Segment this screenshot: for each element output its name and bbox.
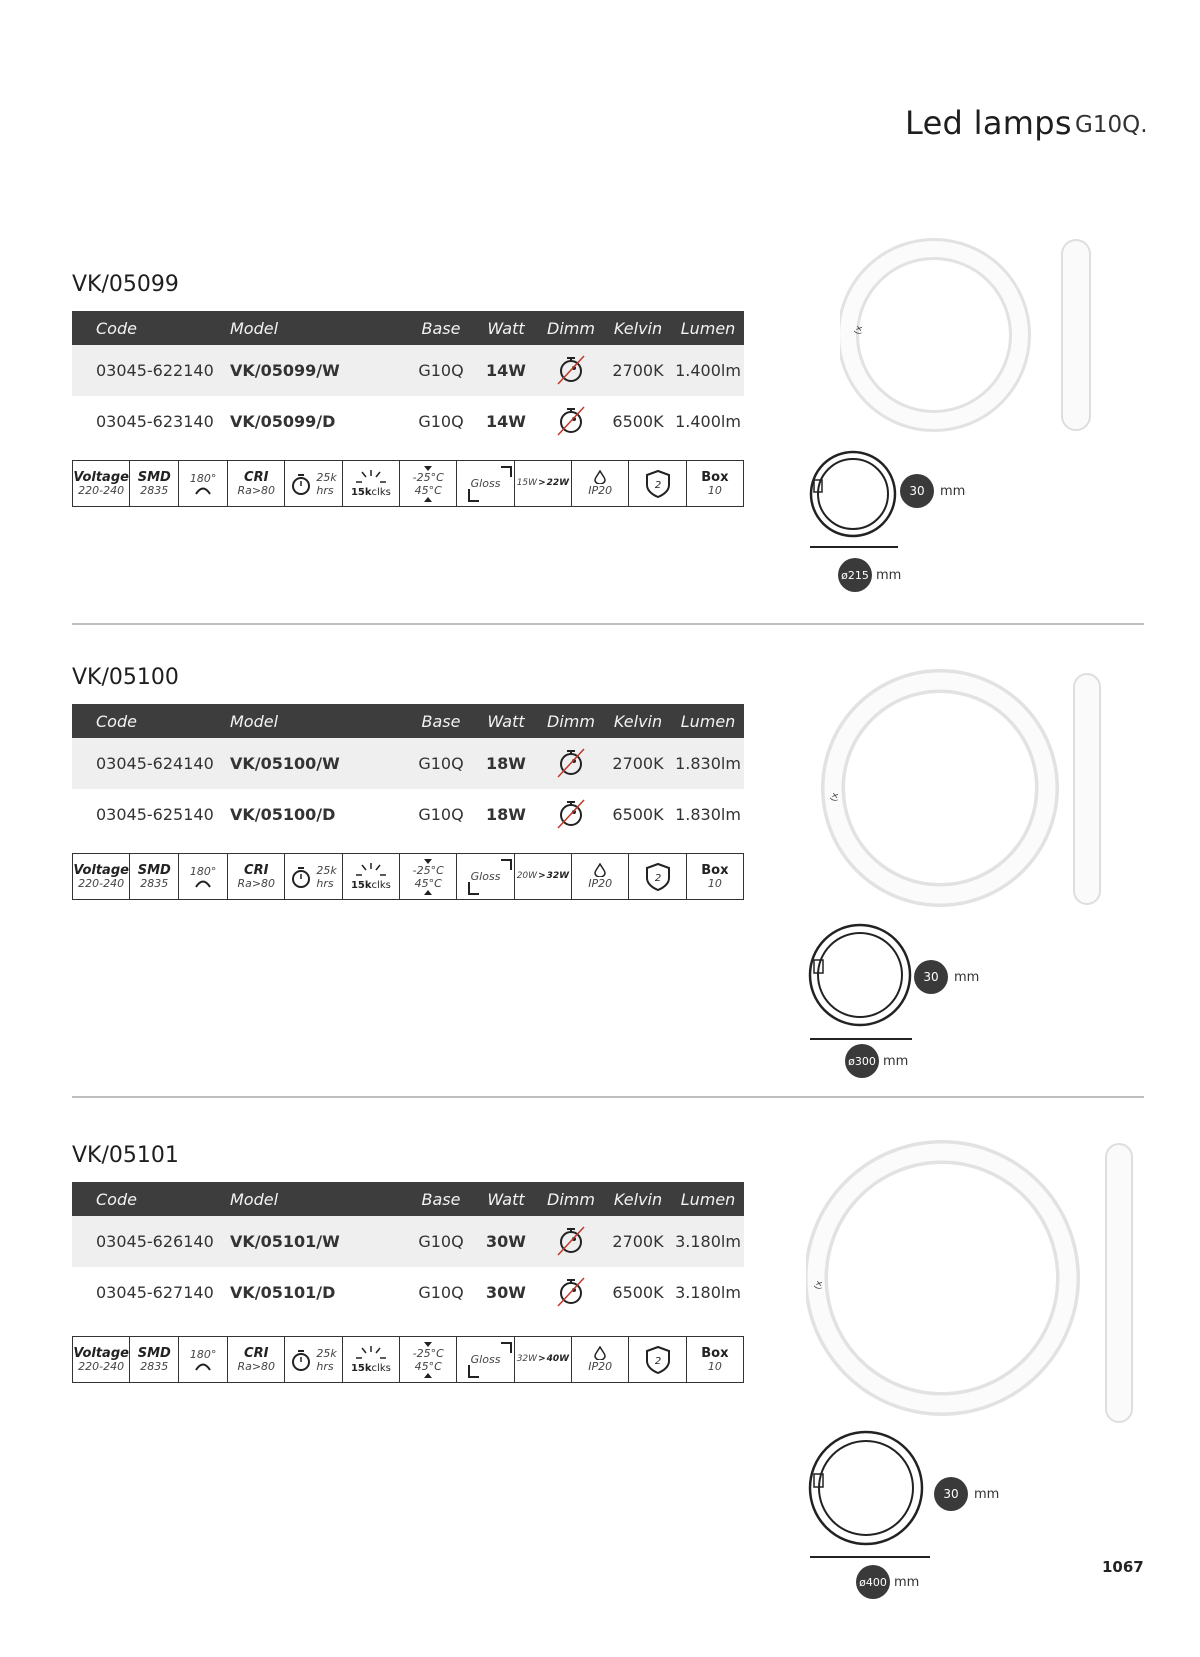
lamp-side-view bbox=[1060, 238, 1092, 434]
temp-low: -25°C bbox=[412, 1346, 444, 1360]
lifetime-cell bbox=[285, 1337, 342, 1382]
kelvin-cell: 6500K bbox=[612, 1283, 664, 1302]
col-dimm: Dimm bbox=[538, 1182, 604, 1216]
smd-value: 2835 bbox=[140, 483, 169, 497]
voltage-value: 220-240 bbox=[78, 483, 125, 497]
class-shield-icon bbox=[645, 469, 671, 499]
col-code: Code bbox=[72, 1182, 230, 1216]
dimm-cell bbox=[538, 1267, 604, 1318]
no-dimming-icon bbox=[554, 796, 588, 834]
equiv-to: 32W bbox=[546, 871, 570, 881]
smd-value: 2835 bbox=[140, 876, 169, 890]
thickness-unit: mm bbox=[954, 970, 980, 985]
thickness-unit: mm bbox=[974, 1487, 1000, 1502]
voltage-cell bbox=[73, 854, 130, 899]
table-row bbox=[72, 1267, 744, 1318]
box-value: 10 bbox=[707, 483, 722, 497]
diameter-unit: mm bbox=[894, 1575, 920, 1590]
col-model: Model bbox=[230, 311, 408, 345]
watt-cell: 18W bbox=[474, 738, 538, 789]
spec-table bbox=[72, 1182, 744, 1318]
voltage-cell bbox=[73, 1337, 130, 1382]
section-title: VK/05099 bbox=[72, 272, 179, 297]
smd-value: 2835 bbox=[140, 1359, 169, 1373]
equivalence-cell bbox=[515, 854, 572, 899]
gloss-corners-icon bbox=[467, 858, 513, 896]
box-cell bbox=[687, 1337, 743, 1382]
box-label: Box bbox=[701, 1345, 729, 1361]
base-cell: G10Q bbox=[418, 412, 464, 431]
lifetime-cell bbox=[285, 461, 342, 506]
temp-low: -25°C bbox=[412, 863, 444, 877]
equiv-from: 32W bbox=[516, 1354, 538, 1364]
watt-cell: 30W bbox=[486, 1283, 526, 1302]
switching-cycles-icon bbox=[354, 1344, 388, 1362]
finish-value: Gloss bbox=[470, 870, 501, 883]
cri-value: Ra>80 bbox=[237, 1359, 276, 1373]
lamp-illustration bbox=[840, 235, 1070, 435]
lamp-side-view bbox=[1104, 1142, 1136, 1426]
col-model: Model bbox=[230, 704, 408, 738]
lamp-marking: (x bbox=[829, 791, 842, 803]
lumen-cell: 1.400lm bbox=[672, 345, 744, 396]
code-cell: 03045-627140 bbox=[96, 1283, 214, 1302]
diameter-badge: ø215 bbox=[838, 558, 872, 592]
kelvin-cell: 2700K bbox=[604, 1216, 672, 1267]
voltage-label: Voltage bbox=[73, 1345, 129, 1361]
arrow-up-icon bbox=[424, 497, 432, 502]
ip-value: IP20 bbox=[588, 877, 613, 890]
page-number: 1067 bbox=[1102, 1558, 1144, 1576]
table-row bbox=[72, 396, 744, 447]
col-base: Base bbox=[408, 311, 474, 345]
thickness-unit: mm bbox=[940, 484, 966, 499]
col-lumen: Lumen bbox=[672, 311, 744, 345]
switching-cycles-cell bbox=[343, 854, 400, 899]
dimm-cell bbox=[538, 738, 604, 789]
equiv-arrow-icon: > bbox=[538, 871, 546, 881]
col-dimm: Dimm bbox=[538, 704, 604, 738]
kelvin-cell: 2700K bbox=[604, 738, 672, 789]
watt-cell: 14W bbox=[474, 345, 538, 396]
col-lumen: Lumen bbox=[672, 1182, 744, 1216]
arrow-up-icon bbox=[424, 890, 432, 895]
cri-cell bbox=[228, 854, 285, 899]
lifetime-value: 25k bbox=[316, 1346, 337, 1360]
finish-cell bbox=[457, 461, 514, 506]
box-value: 10 bbox=[707, 1359, 722, 1373]
box-label: Box bbox=[701, 469, 729, 485]
lumen-cell: 3.180lm bbox=[672, 1216, 744, 1267]
lifetime-unit: hrs bbox=[316, 1359, 334, 1373]
model-cell: VK/05101/W bbox=[230, 1216, 408, 1267]
cycles-value: 15k bbox=[350, 880, 372, 891]
base-cell: G10Q bbox=[418, 1283, 464, 1302]
code-cell: 03045-624140 bbox=[72, 738, 230, 789]
lumen-cell: 1.830lm bbox=[672, 738, 744, 789]
col-code: Code bbox=[72, 311, 230, 345]
cycles-unit: clks bbox=[371, 1363, 391, 1374]
stopwatch-icon bbox=[290, 472, 312, 496]
spec-table bbox=[72, 704, 744, 840]
col-dimm: Dimm bbox=[538, 311, 604, 345]
ring-dimension-diagram bbox=[806, 920, 916, 1030]
table-row bbox=[72, 345, 744, 396]
temp-high: 45°C bbox=[414, 1359, 442, 1373]
col-watt: Watt bbox=[474, 311, 538, 345]
cri-label: CRI bbox=[244, 1345, 269, 1361]
col-kelvin: Kelvin bbox=[604, 704, 672, 738]
smd-label: SMD bbox=[137, 469, 171, 485]
voltage-label: Voltage bbox=[73, 469, 129, 485]
model-cell: VK/05100/D bbox=[230, 805, 336, 824]
beam-angle-icon bbox=[194, 485, 212, 495]
model-cell: VK/05100/W bbox=[230, 738, 408, 789]
code-cell: 03045-622140 bbox=[72, 345, 230, 396]
base-cell: G10Q bbox=[408, 738, 474, 789]
equiv-arrow-icon: > bbox=[538, 1354, 546, 1364]
diameter-unit: mm bbox=[876, 568, 902, 583]
smd-label: SMD bbox=[137, 862, 171, 878]
lamp-marking: (x bbox=[813, 1279, 826, 1291]
equivalence-cell bbox=[515, 461, 572, 506]
spec-table bbox=[72, 311, 744, 447]
dimm-cell bbox=[538, 345, 604, 396]
col-lumen: Lumen bbox=[672, 704, 744, 738]
no-dimming-icon bbox=[554, 352, 588, 390]
table-row bbox=[72, 789, 744, 840]
code-cell: 03045-625140 bbox=[96, 805, 214, 824]
voltage-label: Voltage bbox=[73, 862, 129, 878]
equivalence-cell bbox=[515, 1337, 572, 1382]
finish-cell bbox=[457, 1337, 514, 1382]
no-dimming-icon bbox=[554, 1274, 588, 1312]
diameter-line bbox=[810, 546, 898, 548]
stopwatch-icon bbox=[290, 1348, 312, 1372]
class-value: 2 bbox=[654, 872, 661, 884]
section-title: VK/05101 bbox=[72, 1143, 179, 1168]
cycles-unit: clks bbox=[371, 880, 391, 891]
diameter-line bbox=[810, 1038, 912, 1040]
model-cell: VK/05099/W bbox=[230, 345, 408, 396]
equiv-to: 40W bbox=[546, 1354, 570, 1364]
diameter-badge: ø400 bbox=[856, 1565, 890, 1599]
ip-cell bbox=[572, 461, 629, 506]
gloss-corners-icon bbox=[467, 465, 513, 503]
diameter-badge: ø300 bbox=[845, 1044, 879, 1078]
box-label: Box bbox=[701, 862, 729, 878]
section-divider bbox=[72, 623, 1144, 625]
kelvin-cell: 6500K bbox=[612, 805, 664, 824]
temperature-cell bbox=[400, 854, 457, 899]
temp-high: 45°C bbox=[414, 483, 442, 497]
smd-label: SMD bbox=[137, 1345, 171, 1361]
smd-cell bbox=[130, 461, 179, 506]
beam-angle-value: 180° bbox=[189, 1348, 217, 1361]
col-kelvin: Kelvin bbox=[604, 311, 672, 345]
stopwatch-icon bbox=[290, 865, 312, 889]
col-code: Code bbox=[72, 704, 230, 738]
kelvin-cell: 6500K bbox=[612, 412, 664, 431]
beam-angle-cell bbox=[179, 461, 228, 506]
lumen-cell: 3.180lm bbox=[675, 1283, 741, 1302]
box-cell bbox=[687, 461, 743, 506]
col-base: Base bbox=[408, 704, 474, 738]
cycles-unit: clks bbox=[371, 487, 391, 498]
class-shield-icon bbox=[645, 1345, 671, 1375]
no-dimming-icon bbox=[554, 745, 588, 783]
switching-cycles-icon bbox=[354, 861, 388, 879]
lumen-cell: 1.830lm bbox=[675, 805, 741, 824]
beam-angle-value: 180° bbox=[189, 472, 217, 485]
box-cell bbox=[687, 854, 743, 899]
lamp-illustration bbox=[806, 1140, 1096, 1430]
model-cell: VK/05101/D bbox=[230, 1283, 336, 1302]
cycles-value: 15k bbox=[350, 1363, 372, 1374]
smd-cell bbox=[130, 1337, 179, 1382]
equiv-arrow-icon: > bbox=[538, 478, 546, 488]
cri-cell bbox=[228, 1337, 285, 1382]
lamp-illustration bbox=[820, 668, 1070, 918]
dimm-cell bbox=[538, 1216, 604, 1267]
switching-cycles-cell bbox=[343, 1337, 400, 1382]
cri-value: Ra>80 bbox=[237, 483, 276, 497]
gloss-corners-icon bbox=[467, 1341, 513, 1379]
beam-angle-cell bbox=[179, 854, 228, 899]
watt-cell: 18W bbox=[486, 805, 526, 824]
watt-cell: 30W bbox=[474, 1216, 538, 1267]
col-kelvin: Kelvin bbox=[604, 1182, 672, 1216]
finish-value: Gloss bbox=[470, 477, 501, 490]
equiv-from: 15W bbox=[516, 478, 538, 488]
temperature-cell bbox=[400, 1337, 457, 1382]
dimm-cell bbox=[538, 789, 604, 840]
feature-icons-row bbox=[72, 853, 744, 900]
finish-cell bbox=[457, 854, 514, 899]
no-dimming-icon bbox=[554, 1223, 588, 1261]
ip-cell bbox=[572, 1337, 629, 1382]
ip-drop-icon bbox=[594, 863, 606, 877]
lifetime-unit: hrs bbox=[316, 876, 334, 890]
lifetime-value: 25k bbox=[316, 863, 337, 877]
page-title: Led lamps bbox=[905, 104, 1072, 142]
no-dimming-icon bbox=[554, 403, 588, 441]
model-cell: VK/05099/D bbox=[230, 412, 336, 431]
switching-cycles-icon bbox=[354, 468, 388, 486]
class-cell bbox=[629, 854, 686, 899]
table-row bbox=[72, 738, 744, 789]
beam-angle-cell bbox=[179, 1337, 228, 1382]
section-divider bbox=[72, 1096, 1144, 1098]
voltage-value: 220-240 bbox=[78, 1359, 125, 1373]
class-value: 2 bbox=[654, 479, 661, 491]
cri-cell bbox=[228, 461, 285, 506]
base-cell: G10Q bbox=[408, 1216, 474, 1267]
diameter-line bbox=[810, 1556, 930, 1558]
base-cell: G10Q bbox=[408, 345, 474, 396]
section-title: VK/05100 bbox=[72, 665, 179, 690]
beam-angle-icon bbox=[194, 1361, 212, 1371]
class-cell bbox=[629, 461, 686, 506]
beam-angle-value: 180° bbox=[189, 865, 217, 878]
col-watt: Watt bbox=[474, 704, 538, 738]
lamp-marking: (x bbox=[853, 324, 866, 336]
temperature-cell bbox=[400, 461, 457, 506]
cycles-value: 15k bbox=[350, 487, 372, 498]
voltage-cell bbox=[73, 461, 130, 506]
temp-low: -25°C bbox=[412, 470, 444, 484]
ip-cell bbox=[572, 854, 629, 899]
dimm-cell bbox=[538, 396, 604, 447]
switching-cycles-cell bbox=[343, 461, 400, 506]
col-watt: Watt bbox=[474, 1182, 538, 1216]
equiv-to: 22W bbox=[546, 478, 570, 488]
col-model: Model bbox=[230, 1182, 408, 1216]
ip-value: IP20 bbox=[588, 484, 613, 497]
thickness-badge: 30 bbox=[900, 474, 934, 508]
col-base: Base bbox=[408, 1182, 474, 1216]
code-cell: 03045-623140 bbox=[96, 412, 214, 431]
diameter-unit: mm bbox=[883, 1054, 909, 1069]
base-cell: G10Q bbox=[418, 805, 464, 824]
arrow-up-icon bbox=[424, 1373, 432, 1378]
thickness-badge: 30 bbox=[934, 1477, 968, 1511]
watt-cell: 14W bbox=[486, 412, 526, 431]
code-cell: 03045-626140 bbox=[72, 1216, 230, 1267]
feature-icons-row bbox=[72, 460, 744, 507]
ip-drop-icon bbox=[594, 470, 606, 484]
beam-angle-icon bbox=[194, 878, 212, 888]
kelvin-cell: 2700K bbox=[604, 345, 672, 396]
class-value: 2 bbox=[654, 1355, 661, 1367]
smd-cell bbox=[130, 854, 179, 899]
page-subtitle: G10Q. bbox=[1075, 112, 1148, 138]
equiv-from: 20W bbox=[516, 871, 538, 881]
thickness-badge: 30 bbox=[914, 960, 948, 994]
cri-value: Ra>80 bbox=[237, 876, 276, 890]
cri-label: CRI bbox=[244, 469, 269, 485]
ring-dimension-diagram bbox=[806, 1426, 932, 1552]
lamp-side-view bbox=[1072, 672, 1104, 908]
temp-high: 45°C bbox=[414, 876, 442, 890]
box-value: 10 bbox=[707, 876, 722, 890]
finish-value: Gloss bbox=[470, 1353, 501, 1366]
table-row bbox=[72, 1216, 744, 1267]
ip-value: IP20 bbox=[588, 1360, 613, 1373]
lifetime-value: 25k bbox=[316, 470, 337, 484]
lifetime-cell bbox=[285, 854, 342, 899]
class-shield-icon bbox=[645, 862, 671, 892]
lumen-cell: 1.400lm bbox=[675, 412, 741, 431]
ring-dimension-diagram bbox=[806, 446, 906, 546]
feature-icons-row bbox=[72, 1336, 744, 1383]
lifetime-unit: hrs bbox=[316, 483, 334, 497]
ip-drop-icon bbox=[594, 1346, 606, 1360]
class-cell bbox=[629, 1337, 686, 1382]
cri-label: CRI bbox=[244, 862, 269, 878]
voltage-value: 220-240 bbox=[78, 876, 125, 890]
